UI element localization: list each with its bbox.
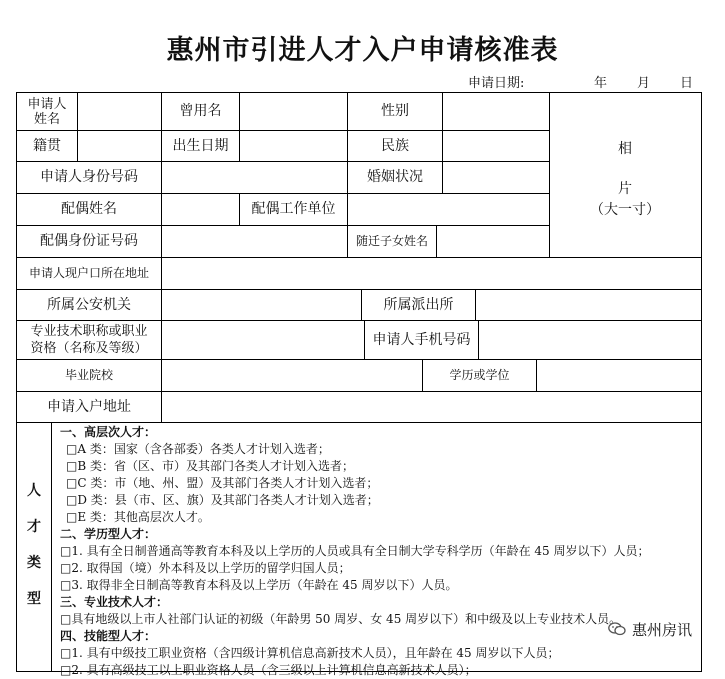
category-option[interactable]: □B 类：省（区、市）及其部门各类人才计划入选者； [66,459,354,473]
label-spouse-work: 配偶工作单位 [251,201,336,217]
school-field[interactable] [162,360,422,391]
label-ethnicity: 民族 [381,137,409,154]
label-spouse-name: 配偶姓名 [61,201,117,217]
label-applicant-name: 申请人 姓名 [27,96,67,127]
form-title: 惠州市引进人才入户申请核准表 [166,35,559,66]
label-police-station: 所属派出所 [383,296,454,313]
native-place-field[interactable] [78,131,161,161]
application-date-line [0,72,725,90]
watermark-text: 惠州房讯 [632,620,693,639]
label-native-place: 籍贯 [33,137,61,154]
label-school: 毕业院校 [64,368,113,382]
spouse-name-field[interactable] [162,194,239,225]
ethnicity-field[interactable] [443,131,549,161]
category-option[interactable]: □C 类：市（地、州、盟）及其部门各类人才计划入选者； [66,476,379,490]
watermark [608,618,720,640]
category-option[interactable]: □2. 具有高级技工以上职业资格人员（含三级以上计算机信息高新技术人员）； [60,663,477,677]
label-title-qualification: 专业技术职称或职业 资格（名称及等级） [30,324,148,356]
label-gender: 性别 [381,103,409,119]
police-authority-field[interactable] [162,290,361,320]
category-option[interactable]: □2. 取得国（境）外本科及以上学历的留学归国人员； [60,561,351,575]
wechat-icon [608,622,626,636]
date-month: 月 [637,76,651,91]
marital-status-field[interactable] [443,162,549,193]
spouse-work-field[interactable] [348,194,549,225]
id-number-field[interactable] [162,162,347,193]
label-id-number: 申请人身份号码 [40,169,138,185]
category-option[interactable]: □D 类：县（市、区、旗）及其部门各类人才计划入选者； [66,493,379,507]
phone-field[interactable] [479,321,702,359]
current-address-field[interactable] [162,258,702,289]
category-option[interactable]: □E 类：其他高层次人才。 [66,510,210,524]
category-option[interactable]: □A 类：国家（含各部委）各类人才计划入选者； [66,442,330,456]
date-day: 日 [680,76,694,91]
talent-categories [60,424,700,679]
label-birth-date: 出生日期 [172,137,229,154]
photo-label-3: （大一寸） [590,202,660,218]
label-spouse-id: 配偶身份证号码 [40,233,138,249]
degree-field[interactable] [537,360,702,391]
photo-label-2: 片 [618,181,632,197]
former-name-field[interactable] [240,93,347,130]
label-degree: 学历或学位 [449,368,510,382]
category-option[interactable]: □3. 取得非全日制高等教育本科及以上学历（年龄在 45 周岁以下）人员。 [60,578,458,592]
label-marital-status: 婚姻状况 [367,169,423,185]
applicant-name-field[interactable] [78,93,161,130]
date-label: 申请日期: [468,76,525,91]
label-police-authority: 所属公安机关 [47,296,131,313]
children-names-field[interactable] [437,226,549,257]
category-heading: 二、学历型人才： [60,527,157,541]
category-option[interactable]: □1. 具有全日制普通高等教育本科及以上学历的人员或具有全日制大学专科学历（年龄在 45 周岁以下）人员； [60,544,650,558]
police-station-field[interactable] [476,290,702,320]
label-current-address: 申请人现户口所在地址 [28,266,149,280]
date-year: 年 [594,76,608,91]
category-heading: 一、高层次人才： [60,425,157,439]
gender-field[interactable] [443,93,549,130]
target-address-field[interactable] [162,392,702,422]
photo-label-1: 相 [618,141,632,157]
label-children-names: 随迁子女姓名 [355,234,428,248]
title-qualification-field[interactable] [162,321,364,359]
category-heading: 三、专业技术人才： [60,595,169,609]
label-former-name: 曾用名 [179,103,222,119]
label-target-address: 申请入户地址 [47,398,131,415]
category-option[interactable]: □1. 具有中级技工职业资格（含四级计算机信息高新技术人员），且年龄在 45 周岁以下人员； [60,646,560,660]
label-phone: 申请人手机号码 [372,331,471,348]
category-heading: 四、技能型人才： [60,629,157,643]
photo-area[interactable] [549,93,701,257]
talent-type-label: 人 才 类 型 [27,482,41,607]
spouse-id-field[interactable] [162,226,347,257]
birth-date-field[interactable] [240,131,347,161]
category-option[interactable]: □具有地级以上市人社部门认证的初级（年龄男 50 周岁、女 45 周岁以下）和中级及以上专业技术人员。 [60,612,622,626]
